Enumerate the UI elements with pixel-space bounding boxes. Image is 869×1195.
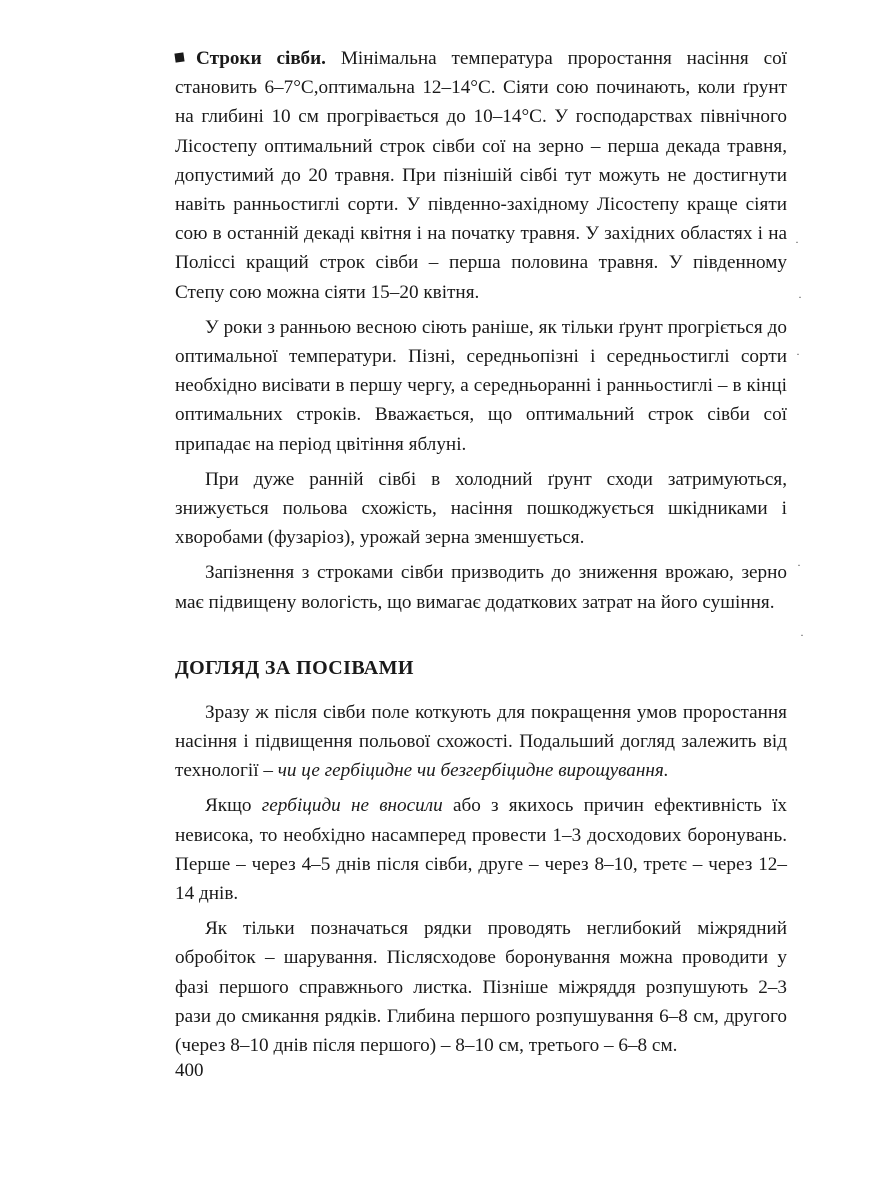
section-heading: ДОГЛЯД ЗА ПОСІВАМИ [175, 656, 414, 679]
paragraph-early-spring: У роки з ранньою весною сіють раніше, як тільки ґрунт прогріється до оптимальної температури. Пізні, середньопізні і середньостиглі сорти необхідно висівати в першу чергу, а середньоранні і ранньостиглі – в кінці оптимальних строків. Вважається, що оптимальний строк сівби сої припадає на період цвітіння яблуні. [175, 316, 787, 455]
paragraph-late-sowing: Запізнення з строками сівби призводить до зниження врожаю, зерно має підвищену вологість, що вимагає додаткових затрат на його сушіння. [175, 562, 787, 613]
paragraph-text: Якщо [205, 795, 252, 817]
italic-text: чи це гербіцидне чи безгербіцидне вирощування. [277, 760, 669, 782]
page-number: 400 [175, 1060, 204, 1081]
paragraph-text: Зразу ж після сівби поле коткують для покращення умов проростання насіння і підвищення польової схожості. Подальший догляд залежить від технології – [175, 701, 787, 782]
paragraph-text: Мінімальна температура проростання насіння сої становить 6–7°С,оптимальна 12–14°С. Сіяти сою починають, коли ґрунт на глибині 10 см прогрівається до 10–14°С. У господарствах північного Лісостепу оптимальний строк сівби сої на зерно – перша декада травня, допустимий до 20 травня. При пізнішій сівбі тут можуть не достигнути навіть ранньостиглі сорти. У південно-західному Лісостепу краще сіяти сою в останній декаді квітня і на початку травня. У західних областях і на Поліссі кращий строк сівби – перша половина травня. У південному Степу сою можна сіяти 15–20 квітня. [175, 48, 788, 303]
square-bullet-icon [174, 52, 184, 62]
scan-speck: · [797, 558, 801, 572]
scan-speck: · [798, 290, 802, 304]
italic-text: гербіциди не вносили [261, 795, 443, 817]
page-body [175, 44, 787, 1060]
paragraph-sowing-dates [175, 44, 787, 307]
scan-speck: · [800, 628, 804, 642]
paragraph-after-sowing [175, 698, 787, 786]
scan-speck: · [795, 235, 799, 249]
paragraph-text: або з якихось причин ефективність їх невисока, то необхідно насамперед провести 1–3 досходових боронувань. Перше – через 4–5 днів після сівби, друге – через 8–10, третє – через 12–14 днів. [175, 795, 787, 905]
scan-speck: · [796, 347, 800, 361]
paragraph-interrow: Як тільки позначаться рядки проводять неглибокий міжрядний обробіток – шарування. Післясходове боронування можна проводити у фазі першого справжнього листка. Пізніше міжряддя розпушують 2–3 рази до смикання рядків. Глибина першого розпушування 6–8 см, другого (через 8–10 днів після першого) – 8–10 см, третього – 6–8 см. [175, 918, 787, 1057]
lead-term: Строки сівби. [196, 48, 326, 69]
paragraph-cold-soil: При дуже ранній сівбі в холодний ґрунт сходи затримуються, знижується польова схожість, насіння пошкоджується шкідниками і хворобами (фузаріоз), урожай зерна зменшується. [175, 468, 787, 549]
paragraph-no-herbicides [175, 791, 787, 908]
